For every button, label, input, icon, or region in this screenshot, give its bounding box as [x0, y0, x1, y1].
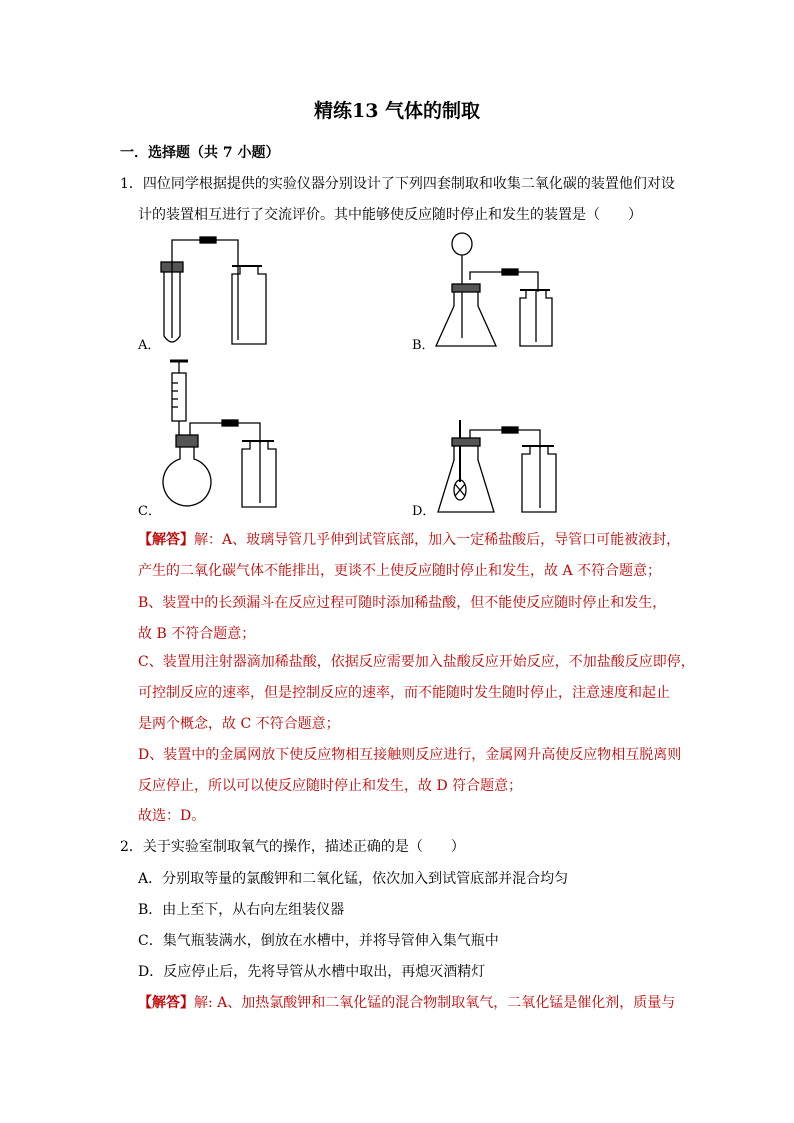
q1-answer-line-1 [138, 530, 680, 550]
q2-answer-tag: 【解答】 [138, 995, 194, 1011]
q1-answer-line-4: 故 B 不符合题意； [138, 626, 256, 642]
q1-stem-line-2: 计的装置相互进行了交流评价。其中能够使反应随时停止和发生的装置是（ ） [138, 207, 642, 223]
q1-answer-line-7: 是两个概念，故 C 不符合题意； [138, 716, 340, 732]
q1-answer-line-10: 故选：D。 [138, 808, 206, 824]
q1-answer-line-9: 反应停止，所以可以使反应随时停止和发生，故 D 符合题意； [138, 778, 523, 794]
q1-answer-line-5: C、装置用注射器滴加稀盐酸，依据反应需要加入盐酸反应开始反应，不加盐酸反应即停， [138, 654, 695, 670]
q1-answer-text-1: 解：A、玻璃导管几乎伸到试管底部，加入一定稀盐酸后，导管口可能被液封， [194, 532, 681, 548]
q1-answer-line-3: B、装置中的长颈漏斗在反应过程可随时添加稀盐酸，但不能使反应随时停止和发生， [138, 595, 667, 611]
apparatus-c-diagram [150, 355, 290, 515]
q1-option-b: B． [412, 338, 435, 353]
apparatus-b-diagram [430, 228, 570, 350]
section-heading: 一．选择题（共 7 小题） [120, 145, 280, 161]
q2-answer-line-1 [138, 993, 675, 1013]
q1-answer-line-6: 可控制反应的速率，但是控制反应的速率，而不能随时发生随时停止，注意速度和起止 [138, 685, 670, 701]
q1-stem-line-1: 1．四位同学根据提供的实验仪器分别设计了下列四套制取和收集二氧化碳的装置他们对设 [120, 176, 675, 192]
q1-answer-tag: 【解答】 [138, 532, 194, 548]
q2-option-b: B．由上至下，从右向左组装仪器 [138, 902, 345, 918]
q1-option-c: C． [138, 504, 161, 519]
apparatus-a-diagram [150, 228, 280, 348]
page-title: 精练13 气体的制取 [313, 100, 481, 122]
q1-answer-line-8: D、装置中的金属网放下使反应物相互接触则反应进行，金属网升高使反应物相互脱离则 [138, 747, 682, 763]
q2-option-a: A．分别取等量的氯酸钾和二氧化锰，依次加入到试管底部并混合均匀 [138, 871, 569, 887]
q1-option-d: D． [412, 504, 436, 519]
apparatus-d-diagram [436, 418, 570, 518]
q2-answer-text-1: 解: A、加热氯酸钾和二氧化锰的混合物制取氧气，二氧化锰是催化剂，质量与 [194, 995, 676, 1011]
q1-option-a: A． [138, 338, 161, 353]
q1-answer-line-2: 产生的二氧化碳气体不能排出，更谈不上使反应随时停止和发生，故 A 不符合题意； [138, 563, 662, 579]
q2-option-d: D．反应停止后，先将导管从水槽中取出，再熄灭酒精灯 [138, 964, 486, 980]
q2-option-c: C．集气瓶装满水，倒放在水槽中，并将导管伸入集气瓶中 [138, 933, 499, 949]
q2-stem: 2．关于实验室制取氧气的操作，描述正确的是（ ） [120, 839, 465, 855]
